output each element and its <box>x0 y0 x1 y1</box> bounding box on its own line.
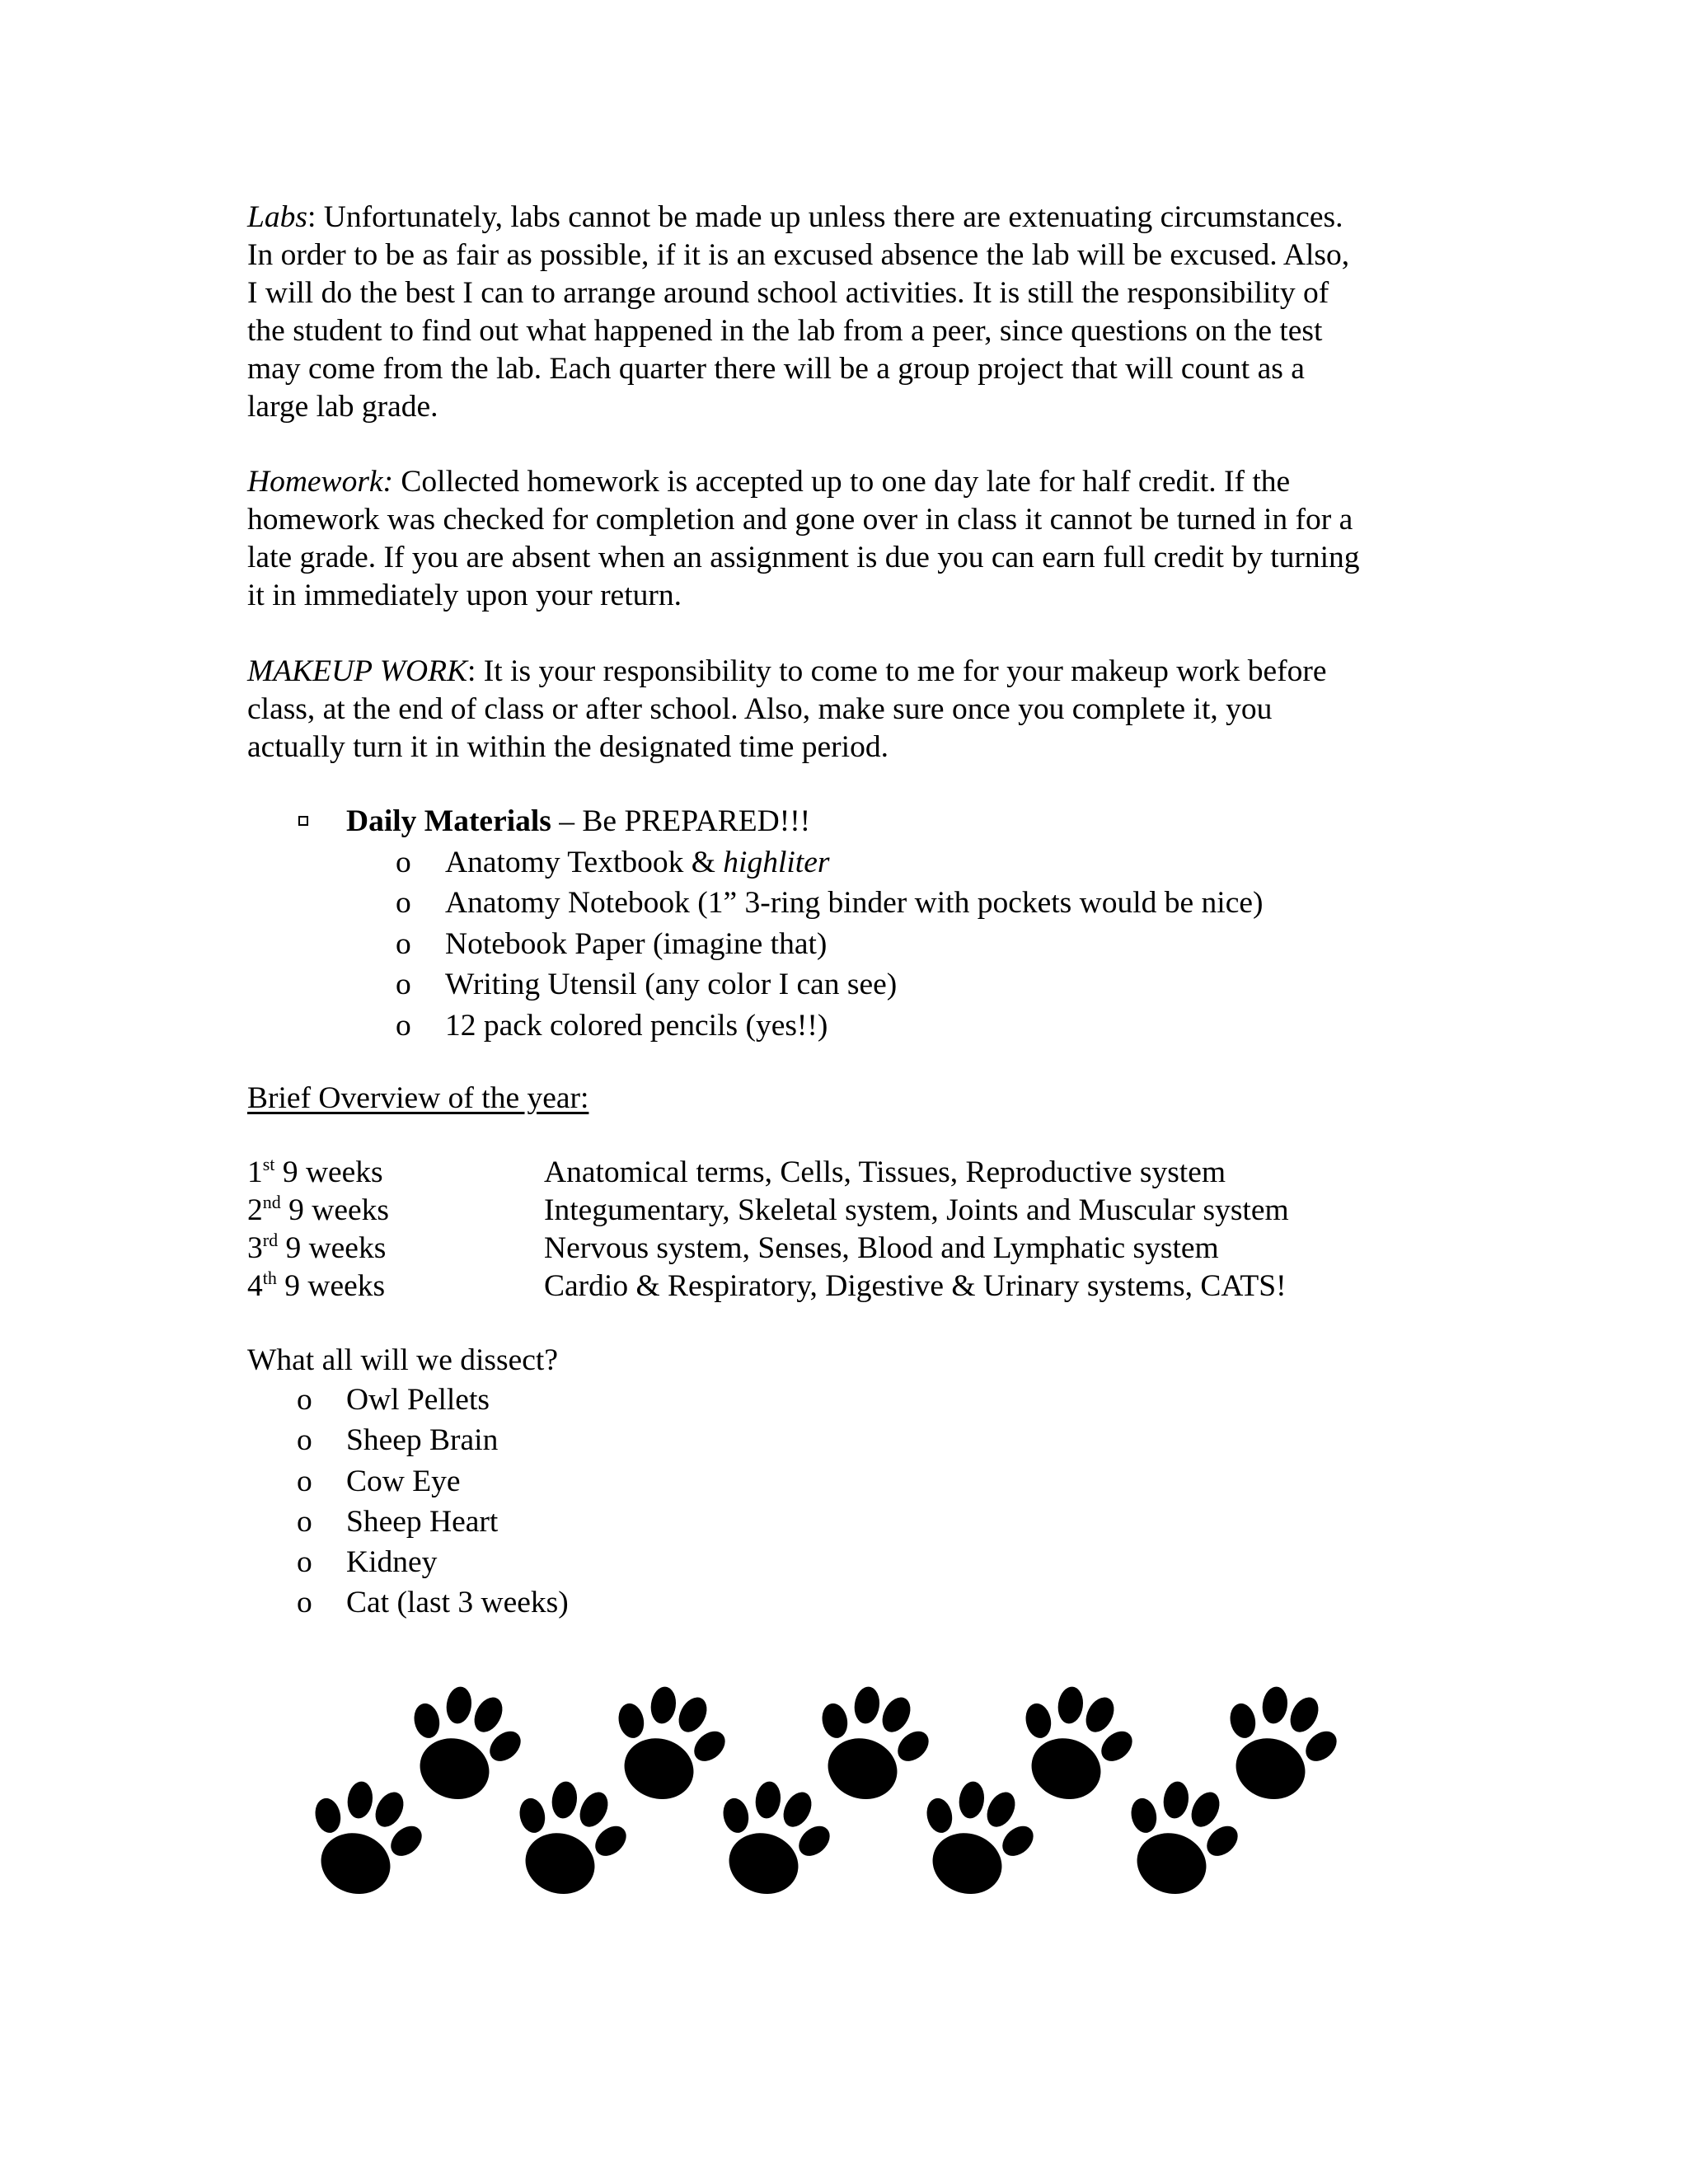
paw-print-icon <box>1104 1767 1254 1911</box>
circle-bullet-icon: o <box>297 1586 312 1620</box>
labs-line-1: Labs: Unfortunately, labs cannot be made up unless there are extenuating circumstances. <box>247 200 1343 234</box>
daily-materials-list <box>247 801 1484 1046</box>
paw-print-icon <box>493 1767 643 1911</box>
makeup-work-paragraph <box>247 653 1451 766</box>
circle-bullet-icon: o <box>396 1008 411 1043</box>
circle-bullet-icon: o <box>396 845 411 879</box>
overview-title: Brief Overview of the year: <box>247 1081 589 1115</box>
homework-line-3: late grade. If you are absent when an assignment is due you can earn full credit by turning <box>247 541 1360 574</box>
labs-lead: Labs <box>247 200 307 234</box>
schedule-period: 1st 9 weeks <box>247 1154 383 1189</box>
dissect-item: o Sheep Brain <box>247 1420 569 1460</box>
schedule-period: 4th 9 weeks <box>247 1268 386 1303</box>
makeup-line-2: class, at the end of class or after school. Also, make sure once you complete it, you <box>247 692 1273 726</box>
circle-bullet-icon: o <box>297 1504 312 1539</box>
paw-print-icon <box>696 1767 846 1911</box>
paw-print-icon <box>1203 1672 1353 1816</box>
materials-item: o Anatomy Notebook (1” 3-ring binder with pockets would be nice) <box>247 883 1484 924</box>
circle-bullet-icon: o <box>396 886 411 920</box>
labs-policy-paragraph <box>247 199 1451 426</box>
paw-print-icon <box>900 1767 1050 1911</box>
daily-materials-subtitle: – Be PREPARED!!! <box>551 804 811 838</box>
year-schedule <box>247 1154 1484 1305</box>
circle-bullet-icon: o <box>396 926 411 961</box>
labs-line-3: I will do the best I can to arrange around school activities. It is still the responsibility of <box>247 276 1329 310</box>
labs-line-5: may come from the lab. Each quarter there will be a group project that will count as a <box>247 352 1305 386</box>
dissect-item: o Cat (last 3 weeks) <box>247 1582 569 1623</box>
homework-line-2: homework was checked for completion and gone over in class it cannot be turned in for a <box>247 503 1353 537</box>
paw-print-icon <box>999 1672 1149 1816</box>
schedule-topics: Integumentary, Skeletal system, Joints and Muscular system <box>544 1193 1289 1227</box>
schedule-row <box>247 1230 1484 1268</box>
circle-bullet-icon: o <box>297 1464 312 1498</box>
dissect-item: o Owl Pellets <box>247 1380 569 1420</box>
circle-bullet-icon: o <box>297 1383 312 1417</box>
labs-line-2: In order to be as fair as possible, if it is an excused absence the lab will be excused. Also, <box>247 238 1350 272</box>
homework-policy-paragraph <box>247 463 1451 615</box>
circle-bullet-icon: o <box>396 968 411 1001</box>
dissect-item: o Cow Eye <box>247 1461 569 1502</box>
labs-line-6: large lab grade. <box>247 390 438 424</box>
materials-item: o Anatomy Textbook & highliter <box>247 842 1484 883</box>
schedule-period: 3rd 9 weeks <box>247 1230 387 1265</box>
dissect-list <box>247 1380 569 1624</box>
homework-line-4: it in immediately upon your return. <box>247 579 682 612</box>
highliter-text: highliter <box>723 845 830 879</box>
daily-materials-title: Daily Materials <box>346 804 551 838</box>
materials-item: o 12 pack colored pencils (yes!!) <box>247 1005 1484 1047</box>
paw-print-icon <box>288 1767 438 1911</box>
materials-item: o Notebook Paper (imagine that) <box>247 924 1484 965</box>
labs-line-4: the student to find out what happened in the lab from a peer, since questions on the test <box>247 314 1323 348</box>
circle-bullet-icon: o <box>297 1545 312 1580</box>
schedule-row <box>247 1268 1484 1305</box>
schedule-row <box>247 1192 1484 1230</box>
dissect-item: o Kidney <box>247 1542 569 1582</box>
dissect-question: What all will we dissect? <box>247 1343 558 1377</box>
dissect-item: o Sheep Heart <box>247 1502 569 1542</box>
makeup-line-3: actually turn it in within the designated time period. <box>247 730 889 764</box>
makeup-line-1: MAKEUP WORK: It is your responsibility to come to me for your makeup work before <box>247 654 1327 688</box>
daily-materials-heading <box>247 801 1484 842</box>
schedule-topics: Nervous system, Senses, Blood and Lymphatic system <box>544 1231 1219 1265</box>
paw-print-icon <box>387 1672 537 1816</box>
circle-bullet-icon: o <box>297 1423 312 1458</box>
schedule-topics: Anatomical terms, Cells, Tissues, Reproductive system <box>544 1155 1226 1189</box>
homework-line-1: Homework: Collected homework is accepted up to one day late for half credit. If the <box>247 465 1291 499</box>
makeup-lead: MAKEUP WORK <box>247 654 467 688</box>
paw-print-icon <box>592 1672 742 1816</box>
schedule-topics: Cardio & Respiratory, Digestive & Urinary systems, CATS! <box>544 1269 1287 1303</box>
materials-item: o Writing Utensil (any color I can see) <box>247 964 1484 1005</box>
schedule-row <box>247 1154 1484 1192</box>
square-bullet-icon <box>298 816 308 826</box>
paw-print-icon <box>795 1672 945 1816</box>
homework-lead: Homework: <box>247 465 394 499</box>
schedule-period: 2nd 9 weeks <box>247 1192 389 1227</box>
